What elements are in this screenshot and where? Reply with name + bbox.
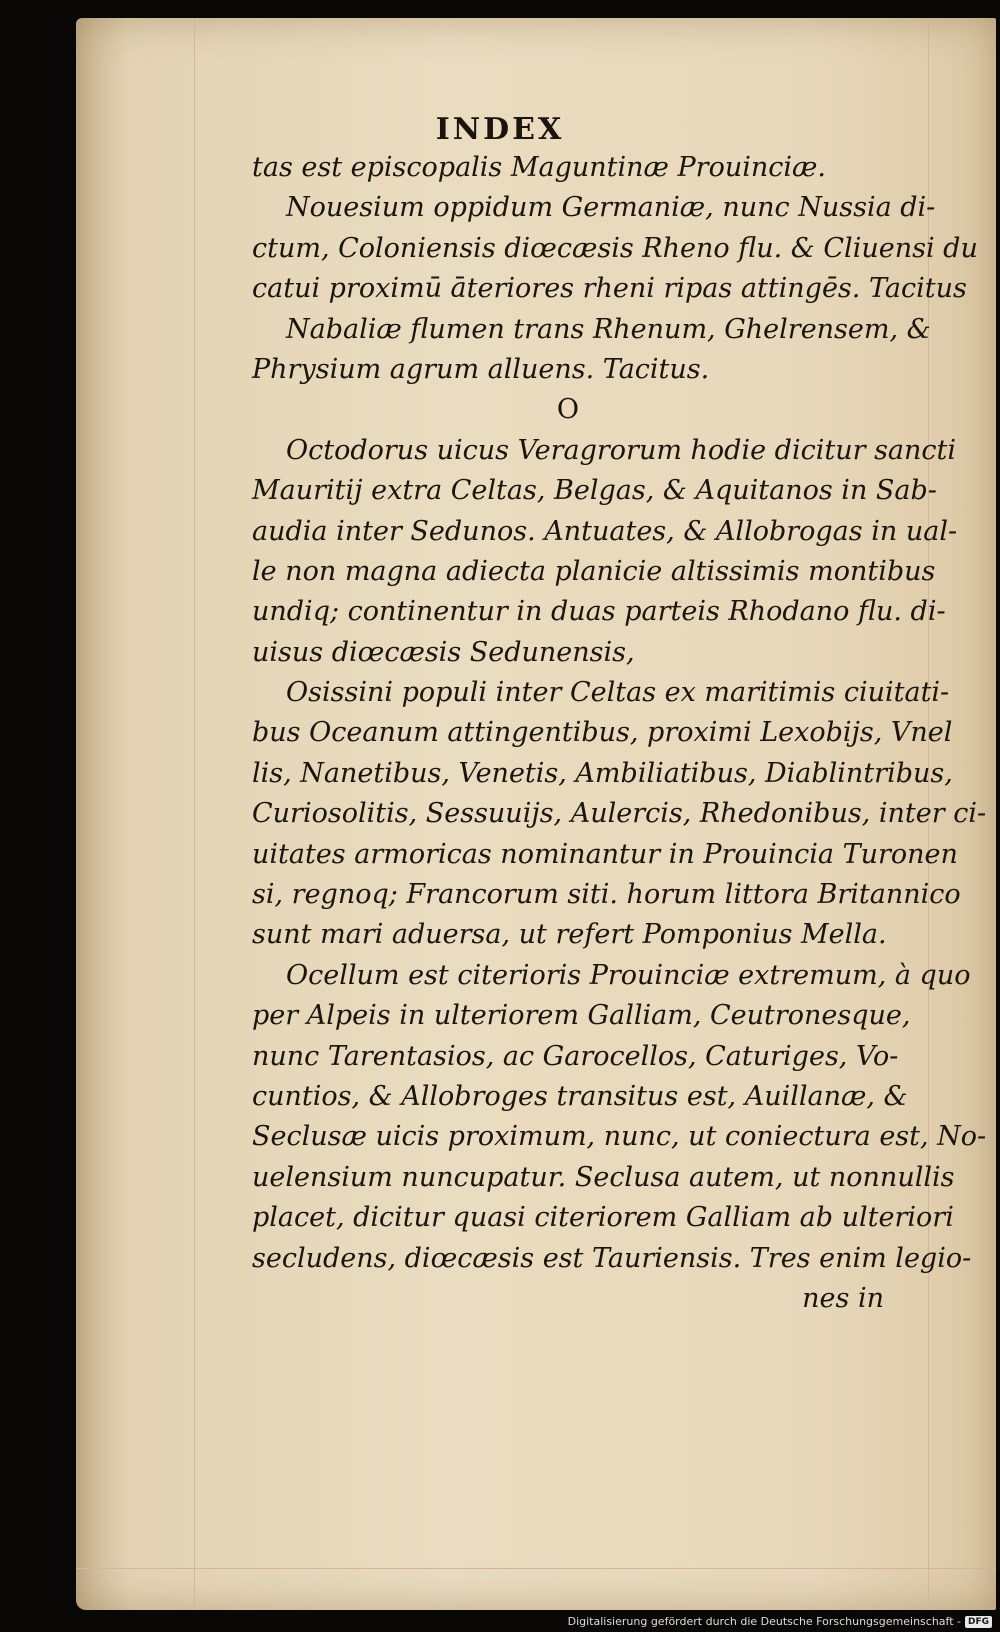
text-line: nunc Tarentasios, ac Garocellos, Caturiges, Vo-: [252, 1040, 899, 1072]
text-line: ctum, Coloniensis diœcæsis Rheno flu. & Cliuensi du: [252, 232, 978, 264]
dfg-logo-icon: DFG: [965, 1616, 992, 1628]
text-line: uelensium nuncupatur. Seclusa autem, ut nonnullis: [252, 1161, 955, 1193]
footer-text: Digitalisierung gefördert durch die Deutsche Forschungsgemeinschaft -: [567, 1615, 961, 1628]
text-line: Nouesium oppidum Germaniæ, nunc Nussia di-: [286, 192, 936, 224]
text-line: sunt mari aduersa, ut refert Pomponius Mella.: [252, 919, 887, 951]
page-header: INDEX: [435, 112, 565, 147]
text-line: undiq; continentur in duas parteis Rhodano flu. di-: [252, 596, 946, 628]
text-line: Nabaliæ flumen trans Rhenum, Ghelrensem, &: [286, 313, 931, 345]
catchword: nes in: [802, 1282, 884, 1314]
text-line: Curiosolitis, Sessuuijs, Aulercis, Rhedonibus, inter ci-: [252, 798, 987, 830]
section-letter: O: [556, 394, 580, 426]
text-line: catui proximū āteriores rheni ripas attingēs. Tacitus: [252, 273, 967, 305]
text-line: le non magna adiecta planicie altissimis montibus: [252, 555, 936, 587]
text-line: uisus diœcæsis Sedunensis,: [252, 636, 635, 668]
text-line: lis, Nanetibus, Venetis, Ambiliatibus, Diablintribus,: [252, 757, 953, 789]
text-line: secludens, diœcæsis est Tauriensis. Tres enim legio-: [252, 1242, 972, 1274]
text-line: si, regnoq; Francorum siti. horum littora Britannico: [252, 879, 961, 911]
body-text: [252, 148, 987, 1319]
left-margin-rule: [194, 18, 195, 1610]
text-line: bus Oceanum attingentibus, proximi Lexobijs, Vnel: [252, 717, 953, 749]
text-line: Osissini populi inter Celtas ex maritimis ciuitati-: [286, 677, 950, 709]
text-line: audia inter Sedunos. Antuates, & Allobrogas in ual-: [252, 515, 958, 547]
text-line: tas est episcopalis Maguntinæ Prouinciæ.: [252, 152, 826, 183]
text-line: Ocellum est citerioris Prouinciæ extremum, à quo: [286, 959, 971, 991]
text-line: Phrysium agrum alluens. Tacitus.: [252, 353, 710, 385]
digitization-footer: [568, 1615, 992, 1628]
text-line: Mauritij extra Celtas, Belgas, & Aquitanos in Sab-: [252, 475, 937, 507]
text-line: Seclusæ uicis proximum, nunc, ut coniectura est, No-: [252, 1121, 987, 1153]
text-line: placet, dicitur quasi citeriorem Galliam ab ulteriori: [252, 1202, 954, 1234]
text-line: cuntios, & Allobroges transitus est, Auillanæ, &: [252, 1080, 908, 1112]
text-line: uitates armoricas nominantur in Prouincia Turonen: [252, 838, 958, 870]
bottom-margin-rule: [76, 1568, 996, 1569]
text-line: per Alpeis in ulteriorem Galliam, Ceutronesque,: [252, 1000, 911, 1032]
text-line: Octodorus uicus Veragrorum hodie dicitur sancti: [286, 434, 957, 466]
